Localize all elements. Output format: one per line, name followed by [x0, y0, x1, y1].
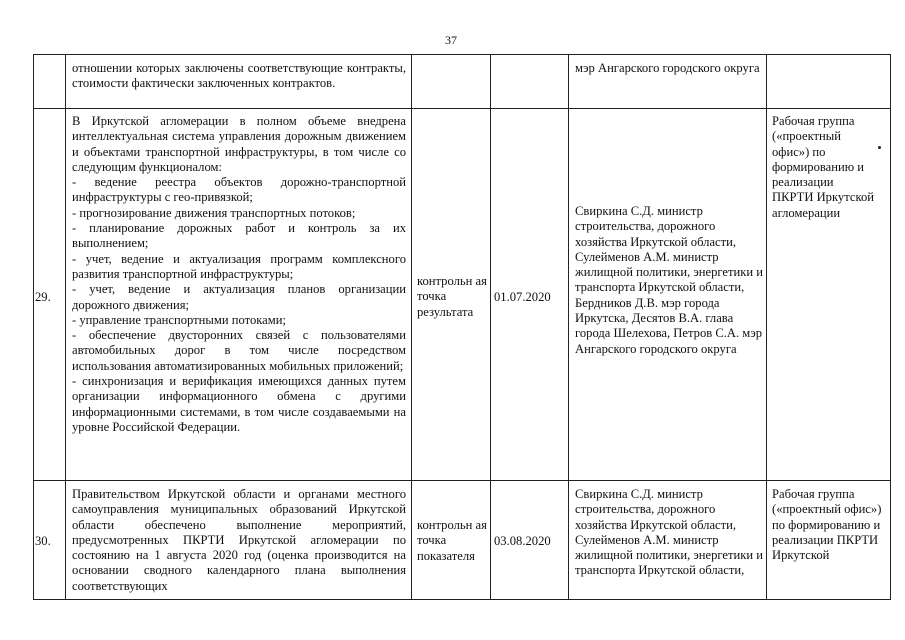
- table-cell-date: 03.08.2020: [494, 534, 551, 548]
- table-cell-responsible: мэр Ангарского городского округа: [575, 61, 760, 75]
- table-rule: [33, 54, 891, 55]
- page-number: 37: [445, 33, 457, 47]
- table-cell-body: Рабочая группа («проектный офис») по формированию и реализации ПКРТИ Иркутской: [772, 487, 882, 563]
- description-text: В Иркутской агломерации в полном объеме внедрена интеллектуальная система управления дорожным движением и объектами транспортной инфраструктуры, в том числе со следующим функционалом: - ведение реестра объектов дорожно-транспортной инфраструктуры с гео-привязкой; - прогнозирование движения транспортных потоков; - планирование дорожных работ и контроль за их выполнением; - учет, ведение и актуализация программ комплексного развития транспортной инфраструктуры; - учет, ведение и актуализация планов организации дорожного движения; - управление транспортными потоками; - обеспечение двусторонних связей с пользователями автомобильных дорог в том числе посредством использования автоматизированных мобильных приложений; - синхронизация и верификация имеющихся данных путем организации информационного обмена с другими информационными системами, в том числе создаваемыми на уровне Российской Федерации.: [72, 114, 406, 434]
- table-cell-event-type: контрольн ая точка показателя: [417, 518, 487, 563]
- table-cell-body: Рабочая группа («проектный офис») по формированию и реализации ПКРТИ Иркутской агломерации: [772, 114, 874, 220]
- table-cell-description: отношении которых заключены соответствующие контракты, стоимости фактически заключенных контрактов.: [72, 61, 406, 91]
- table-cell-number: 30.: [35, 534, 51, 548]
- table-rule: [890, 54, 891, 600]
- table-cell-number: 29.: [35, 290, 51, 304]
- table-cell-description: [72, 114, 406, 478]
- table-rule: [490, 54, 491, 600]
- scan-speck: [878, 146, 881, 149]
- table-rule: [411, 54, 412, 600]
- table-rule: [33, 108, 891, 109]
- table-cell-responsible: Свиркина С.Д. министр строительства, дорожного хозяйства Иркутской области, Сулейменов А.М. министр жилищной политики, энергетики и транспорта Иркутской области,: [575, 487, 763, 578]
- table-rule: [33, 599, 891, 600]
- table-cell-responsible: Свиркина С.Д. министр строительства, дорожного хозяйства Иркутской области, Сулейменов А.М. министр жилищной политики, энергетики и транспорта Иркутской области, Бердников Д.В. мэр города Иркутска, Десятов В.А. глава города Шелехова, Петров С.А. мэр Ангарского городского округа: [575, 204, 763, 356]
- table-rule: [65, 54, 66, 600]
- table-rule: [766, 54, 767, 600]
- table-rule: [33, 54, 34, 600]
- table-cell-event-type: контрольн ая точка результата: [417, 274, 487, 319]
- table-cell-description: Правительством Иркутской области и органами местного самоуправления муниципальных образований Иркутской области обеспечено выполнение мероприятий, предусмотренных ПКРТИ Иркутской агломерации по состоянию на 1 августа 2020 год (оценка производится на основании сводного календарного плана выполнения соответствующих: [72, 487, 406, 593]
- table-cell-date: 01.07.2020: [494, 290, 551, 304]
- table-rule: [33, 480, 891, 481]
- table-rule: [568, 54, 569, 600]
